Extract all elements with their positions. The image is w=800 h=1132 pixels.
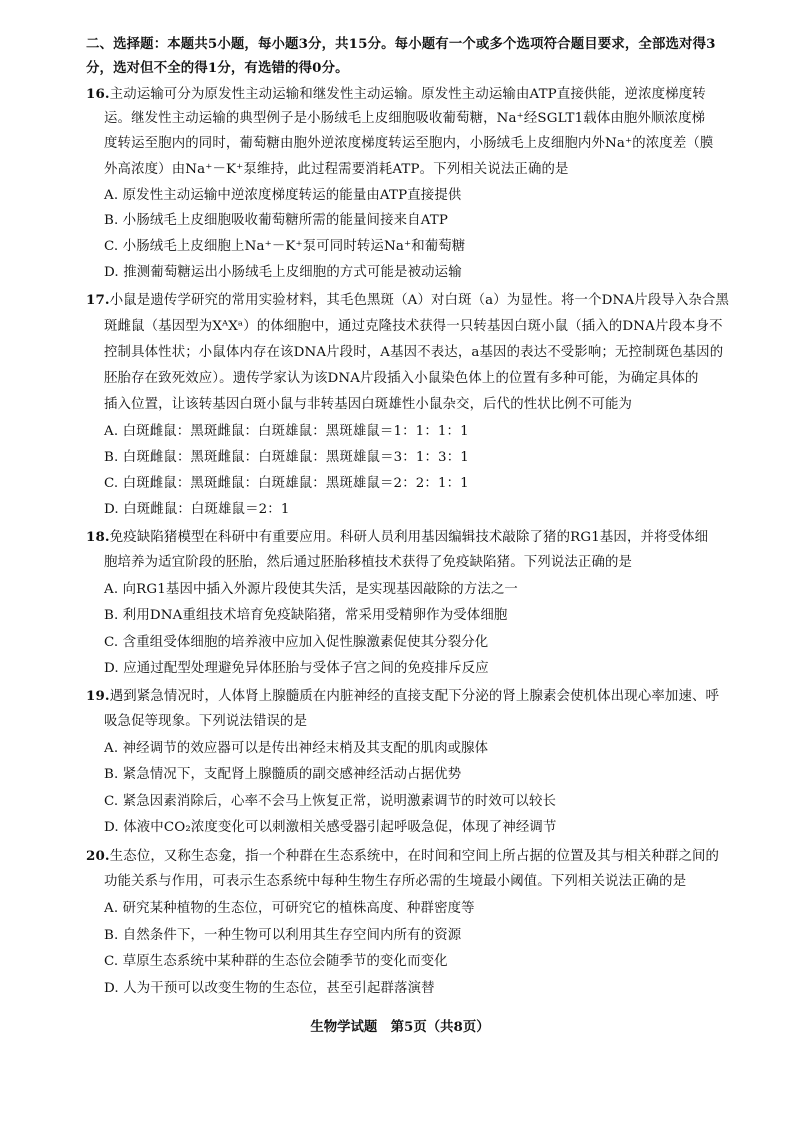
question-20-stem-line-2: 功能关系与作用，可表示生态系统中每种生物生存所必需的生境最小阈值。下列相关说法正确的是 bbox=[104, 874, 687, 889]
question-17-option-d: D. 白斑雌鼠：白斑雄鼠＝2：1 bbox=[104, 502, 290, 517]
question-number: 18. bbox=[86, 529, 110, 545]
section-header-line-1: 二、选择题：本题共5小题，每小题3分，共15分。每小题有一个或多个选项符合题目要求，全部选对得3 bbox=[86, 36, 716, 52]
question-16-option-b: B. 小肠绒毛上皮细胞吸收葡萄糖所需的能量间接来自ATP bbox=[104, 213, 449, 228]
question-19-option-b: B. 紧急情况下，支配肾上腺髓质的副交感神经活动占据优势 bbox=[104, 767, 462, 782]
question-16-stem-line-2: 运。继发性主动运输的典型例子是小肠绒毛上皮细胞吸收葡萄糖，Na⁺经SGLT1载体由胞外顺浓度梯 bbox=[104, 111, 706, 126]
question-20-stem-line-1: 20.生态位，又称生态龛，指一个种群在生态系统中，在时间和空间上所占据的位置及其与相关种群之间的 bbox=[86, 848, 720, 864]
question-20-option-b: B. 自然条件下，一种生物可以利用其生存空间内所有的资源 bbox=[104, 928, 462, 943]
question-17-option-b: B. 白斑雌鼠：黑斑雌鼠：白斑雄鼠：黑斑雄鼠＝3：1：3：1 bbox=[104, 450, 469, 465]
question-19-option-a: A. 神经调节的效应器可以是传出神经末梢及其支配的肌肉或腺体 bbox=[104, 741, 489, 756]
question-16-stem-line-3: 度转运至胞内的同时，葡萄糖由胞外逆浓度梯度转运至胞内，小肠绒毛上皮细胞内外Na⁺的浓度差（膜 bbox=[104, 136, 714, 151]
question-16-stem-line-4: 外高浓度）由Na⁺－K⁺泵维持，此过程需要消耗ATP。下列相关说法正确的是 bbox=[104, 162, 569, 177]
question-16-option-a: A. 原发性主动运输中逆浓度梯度转运的能量由ATP直接提供 bbox=[104, 188, 462, 203]
question-17-stem-line-1: 17.小鼠是遗传学研究的常用实验材料，其毛色黑斑（A）对白斑（a）为显性。将一个DNA片段导入杂合黑 bbox=[86, 292, 729, 308]
question-number: 16. bbox=[86, 86, 110, 102]
question-number: 20. bbox=[86, 848, 110, 864]
question-18-option-d: D. 应通过配型处理避免异体胚胎与受体子宫之间的免疫排斥反应 bbox=[104, 661, 489, 676]
question-17-stem-line-3: 控制具体性状；小鼠体内存在该DNA片段时，A基因不表达，a基因的表达不受影响；无控制斑色基因的 bbox=[104, 345, 724, 360]
question-16-option-c: C. 小肠绒毛上皮细胞上Na⁺－K⁺泵可同时转运Na⁺和葡萄糖 bbox=[104, 239, 466, 254]
question-17-option-c: C. 白斑雌鼠：黑斑雌鼠：白斑雄鼠：黑斑雄鼠＝2：2：1：1 bbox=[104, 476, 469, 491]
question-19-option-d: D. 体液中CO₂浓度变化可以刺激相关感受器引起呼吸急促，体现了神经调节 bbox=[104, 820, 557, 835]
question-17-stem-line-4: 胚胎存在致死效应）。遗传学家认为该DNA片段插入小鼠染色体上的位置有多种可能，为确定具体的 bbox=[104, 371, 699, 386]
question-16-option-d: D. 推测葡萄糖运出小肠绒毛上皮细胞的方式可能是被动运输 bbox=[104, 265, 462, 280]
question-17-stem-line-5: 插入位置，让该转基因白斑小鼠与非转基因白斑雄性小鼠杂交，后代的性状比例不可能为 bbox=[104, 397, 633, 412]
question-20-option-a: A. 研究某种植物的生态位，可研究它的植株高度、种群密度等 bbox=[104, 901, 475, 916]
question-18-option-b: B. 利用DNA重组技术培育免疫缺陷猪，常采用受精卵作为受体细胞 bbox=[104, 608, 508, 623]
question-18-option-c: C. 含重组受体细胞的培养液中应加入促性腺激素促使其分裂分化 bbox=[104, 635, 489, 650]
question-19-option-c: C. 紧急因素消除后，心率不会马上恢复正常，说明激素调节的时效可以较长 bbox=[104, 794, 557, 809]
question-16-stem-line-1: 16.主动运输可分为原发性主动运输和继发性主动运输。原发性主动运输由ATP直接供能，逆浓度梯度转 bbox=[86, 86, 706, 102]
question-18-stem-line-2: 胞培养为适宜阶段的胚胎，然后通过胚胎移植技术获得了免疫缺陷猪。下列说法正确的是 bbox=[104, 555, 633, 570]
question-18-stem-line-1: 18.免疫缺陷猪模型在科研中有重要应用。科研人员利用基因编辑技术敲除了猪的RG1基因，并将受体细 bbox=[86, 529, 709, 545]
question-number: 19. bbox=[86, 688, 110, 704]
question-20-option-c: C. 草原生态系统中某种群的生态位会随季节的变化而变化 bbox=[104, 954, 448, 969]
question-19-stem-line-1: 19.遇到紧急情况时，人体肾上腺髓质在内脏神经的直接支配下分泌的肾上腺素会使机体出现心率加速、呼 bbox=[86, 688, 720, 704]
question-number: 17. bbox=[86, 292, 110, 308]
question-17-option-a: A. 白斑雌鼠：黑斑雌鼠：白斑雄鼠：黑斑雄鼠＝1：1：1：1 bbox=[104, 424, 469, 439]
question-18-option-a: A. 向RG1基因中插入外源片段使其失活，是实现基因敲除的方法之一 bbox=[104, 582, 518, 597]
question-19-stem-line-2: 吸急促等现象。下列说法错误的是 bbox=[104, 714, 308, 729]
page-footer: 生物学试题 第5页（共8页） bbox=[310, 1019, 490, 1035]
question-17-stem-line-2: 斑雌鼠（基因型为XᴬXᵃ）的体细胞中，通过克隆技术获得一只转基因白斑小鼠（插入的DNA片段本身不 bbox=[104, 319, 723, 334]
section-header-line-2: 分，选对但不全的得1分，有选错的得0分。 bbox=[86, 60, 349, 76]
question-20-option-d: D. 人为干预可以改变生物的生态位，甚至引起群落演替 bbox=[104, 981, 435, 996]
